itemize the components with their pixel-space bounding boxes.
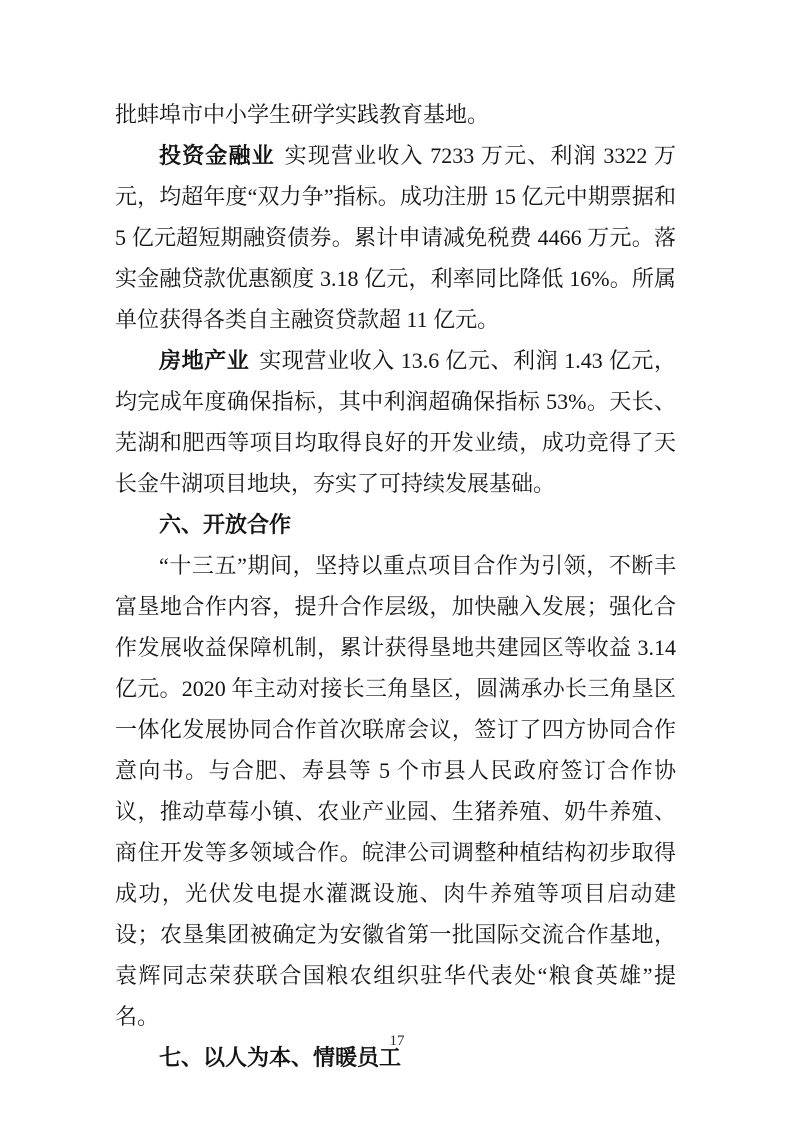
runin-heading-real-estate: 房地产业 <box>159 348 250 373</box>
paragraph-investment-finance <box>115 135 676 340</box>
paragraph-open-cooperation: “十三五”期间，坚持以重点项目合作为引领，不断丰富垦地合作内容，提升合作层级，加快融入发展；强化合作发展收益保障机制，累计获得垦地共建园区等收益 3.14 亿元。2020 年主动对接长三角垦区，圆满承办长三角垦区一体化发展协同合作首次联席会议，签订了四方协同合作意向书。与合肥、寿县等 5 个市县人民政府签订合作协议，推动草莓小镇、农业产业园、生猪养殖、奶牛养殖、商住开发等多领域合作。皖津公司调整种植结构初步取得成功，光伏发电提水灌溉设施、肉牛养殖等项目启动建设；农垦集团被确定为安徽省第一批国际交流合作基地，袁辉同志荣获联合国粮农组织驻华代表处“粮食英雄”提名。 <box>115 553 676 1029</box>
paragraph-investment-finance-text: 实现营业收入 7233 万元、利润 3322 万元，均超年度“双力争”指标。成功注册 15 亿元中期票据和 5 亿元超短期融资债券。累计申请减免税费 4466 万元。落实金融贷款优惠额度 3.18 亿元，利率同比降低 16%。所属单位获得各类自主融资贷款超 11 亿元。 <box>115 143 676 332</box>
section-heading-seven-people-oriented: 七、以人为本、情暖员工 <box>159 1045 402 1070</box>
page-number: 17 <box>389 1033 405 1049</box>
page-content <box>115 94 676 1078</box>
section-heading-six-open-cooperation: 六、开放合作 <box>159 512 292 537</box>
paragraph-real-estate <box>115 340 676 504</box>
paragraph-continuation: 批蚌埠市中小学生研学实践教育基地。 <box>115 102 490 127</box>
paragraph-real-estate-text: 实现营业收入 13.6 亿元、利润 1.43 亿元，均完成年度确保指标，其中利润超确保指标 53%。天长、芜湖和肥西等项目均取得良好的开发业绩，成功竞得了天长金牛湖项目地块，夯实了可持续发展基础。 <box>115 348 676 496</box>
runin-heading-investment-finance: 投资金融业 <box>159 143 275 168</box>
